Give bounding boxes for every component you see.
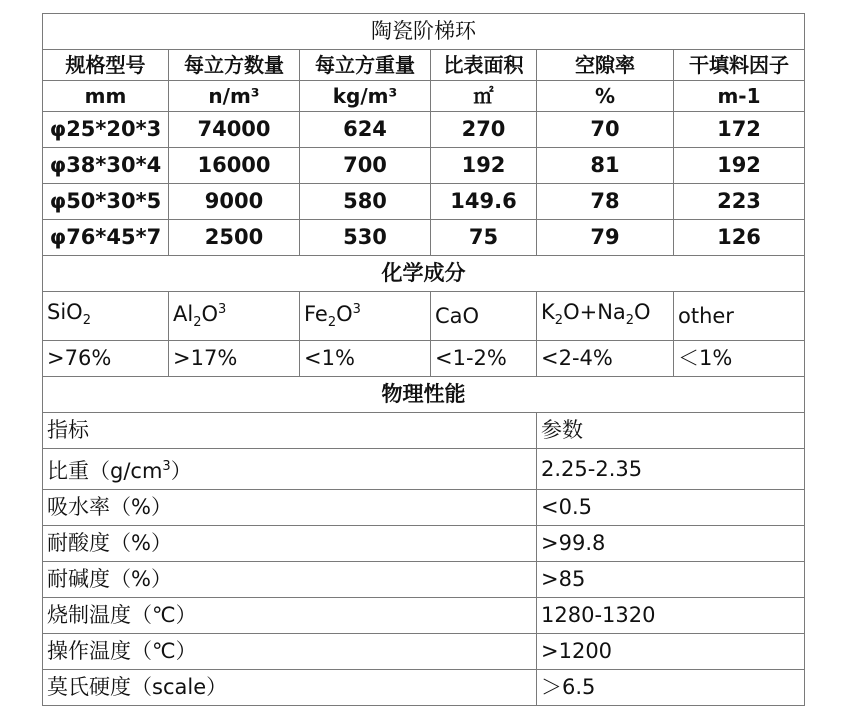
physical-value: 2.25-2.35 [537,449,805,490]
spec-cell: 530 [300,220,431,256]
header-spec-model: 规格型号 [43,50,169,81]
spec-cell: 9000 [169,184,300,220]
unit-specific-surface: ㎡ [431,81,537,112]
physical-label: 莫氏硬度（scale） [43,670,537,706]
spec-cell: 79 [537,220,674,256]
chemical-section-title: 化学成分 [43,256,805,292]
spec-cell: 192 [674,148,805,184]
physical-label: 耐酸度（%） [43,526,537,562]
spec-cell: 78 [537,184,674,220]
physical-header-indicator: 指标 [43,413,537,449]
spec-row [43,184,805,220]
table-title: 陶瓷阶梯环 [43,14,805,50]
physical-value: ＞6.5 [537,670,805,706]
spec-cell: 149.6 [431,184,537,220]
spec-cell: 75 [431,220,537,256]
header-qty-per-m3: 每立方数量 [169,50,300,81]
physical-row [43,490,805,526]
spec-cell: 172 [674,112,805,148]
spec-cell: 16000 [169,148,300,184]
physical-value: >99.8 [537,526,805,562]
spec-cell: 126 [674,220,805,256]
header-weight-per-m3: 每立方重量 [300,50,431,81]
spec-row [43,112,805,148]
spec-cell: 81 [537,148,674,184]
spec-cell: 70 [537,112,674,148]
spec-header-row [43,50,805,81]
chem-value-other: ＜1% [674,341,805,377]
spec-row [43,220,805,256]
spec-cell: φ38*30*4 [43,148,169,184]
header-void-ratio: 空隙率 [537,50,674,81]
physical-row [43,449,805,490]
unit-void-ratio: % [537,81,674,112]
header-specific-surface: 比表面积 [431,50,537,81]
physical-label: 烧制温度（℃） [43,598,537,634]
physical-value: >85 [537,562,805,598]
spec-cell: φ50*30*5 [43,184,169,220]
chem-value-al2o3: >17% [169,341,300,377]
chem-k2o-na2o: $K_2O+Na_2O$ [537,292,674,341]
chemical-formula-row [43,292,805,341]
physical-label: 比重$(g/cm^3)$ [43,449,537,490]
spec-cell: 700 [300,148,431,184]
physical-label: 耐碱度（%） [43,562,537,598]
unit-packing-factor: m-1 [674,81,805,112]
chemical-value-row [43,341,805,377]
physical-section-row [43,377,805,413]
chem-fe2o3: $Fe_2O^3$ [300,292,431,341]
chemical-section-row [43,256,805,292]
chem-value-cao: <1-2% [431,341,537,377]
physical-value: <0.5 [537,490,805,526]
ceramic-step-ring-table [42,13,805,706]
physical-value: 1280-1320 [537,598,805,634]
header-packing-factor: 干填料因子 [674,50,805,81]
unit-qty-per-m3: n/m³ [169,81,300,112]
spec-unit-row [43,81,805,112]
spec-cell: 223 [674,184,805,220]
chem-value-k2o-na2o: <2-4% [537,341,674,377]
spec-row [43,148,805,184]
chem-value-fe2o3: <1% [300,341,431,377]
physical-value: >1200 [537,634,805,670]
chem-value-sio2: >76% [43,341,169,377]
spec-cell: φ25*20*3 [43,112,169,148]
physical-row [43,526,805,562]
physical-row [43,670,805,706]
spec-cell: 74000 [169,112,300,148]
chem-other: other [674,292,805,341]
unit-weight-per-m3: kg/m³ [300,81,431,112]
spec-cell: 192 [431,148,537,184]
table-title-row [43,14,805,50]
chem-cao: CaO [431,292,537,341]
physical-label: 操作温度（℃） [43,634,537,670]
spec-cell: 270 [431,112,537,148]
spec-cell: 2500 [169,220,300,256]
physical-section-title: 物理性能 [43,377,805,413]
physical-row [43,634,805,670]
spec-cell: φ76*45*7 [43,220,169,256]
spec-cell: 580 [300,184,431,220]
physical-label: 吸水率（%） [43,490,537,526]
physical-header-row [43,413,805,449]
physical-row [43,562,805,598]
physical-row [43,598,805,634]
spec-cell: 624 [300,112,431,148]
unit-spec-model: mm [43,81,169,112]
chem-sio2: SiO$_2$ [43,292,169,341]
chem-al2o3: $Al_2O^3$ [169,292,300,341]
physical-header-param: 参数 [537,413,805,449]
